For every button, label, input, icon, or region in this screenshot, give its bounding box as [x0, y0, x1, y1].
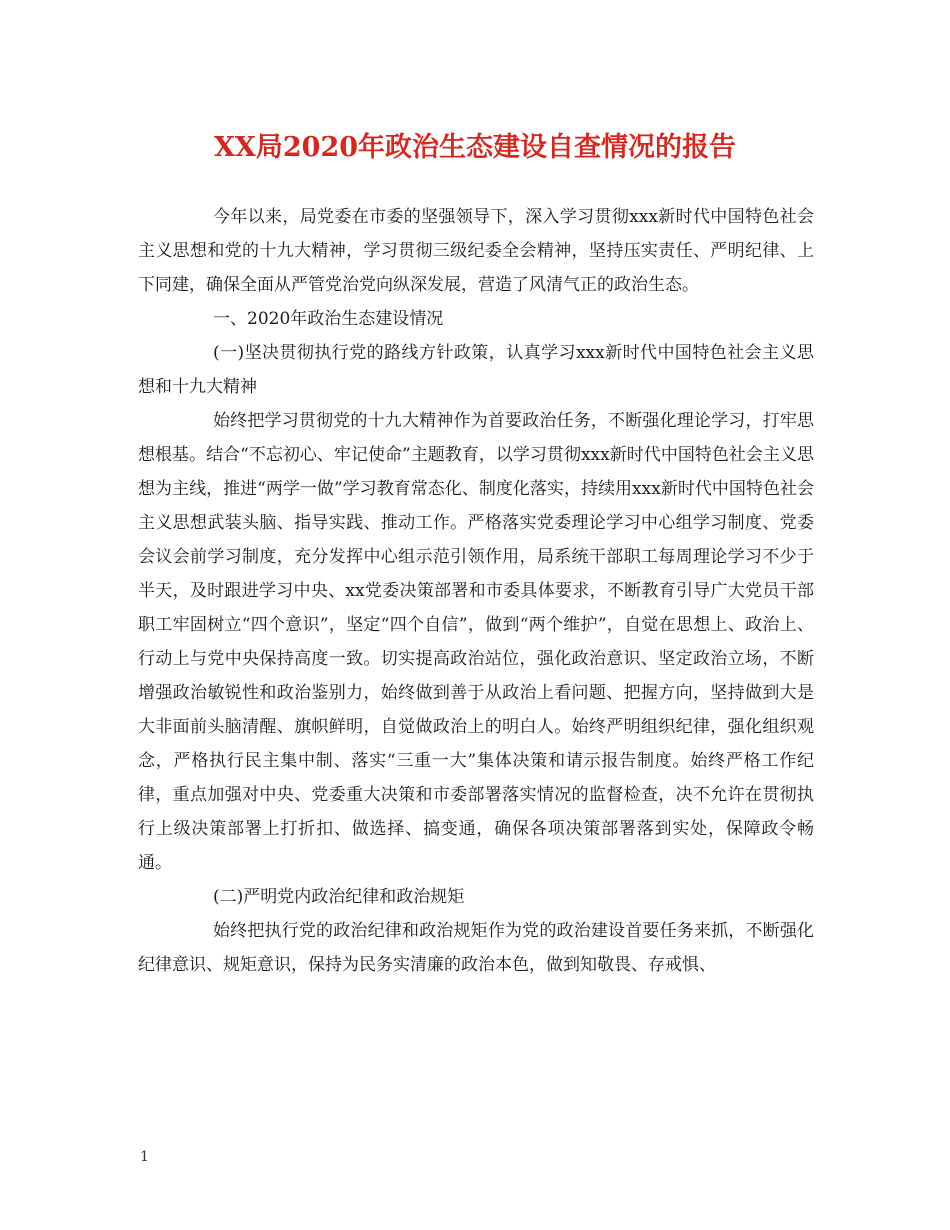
subsection-heading-1: (一)坚决贯彻执行党的路线方针政策，认真学习xxx新时代中国特色社会主义思想和十九大精神: [138, 343, 814, 397]
section-heading-1: 一、2020年政治生态建设情况: [213, 309, 444, 329]
document-title: XX局2020年政治生态建设自查情况的报告: [213, 132, 737, 163]
paragraph-discipline: 始终把执行党的政治纪律和政治规矩作为党的政治建设首要任务来抓，不断强化纪律意识、规矩意识，保持为民务实清廉的政治本色，做到知敬畏、存戒惧、: [138, 921, 814, 975]
paragraph-study: 始终把学习贯彻党的十九大精神作为首要政治任务，不断强化理论学习，打牢思想根基。结合“不忘初心、牢记使命”主题教育，以学习贯彻xxx新时代中国特色社会主义思想为主线，推进“两学一做”学习教育常态化、制度化落实，持续用xxx新时代中国特色社会主义思想武装头脑、指导实践、推动工作。严格落实党委理论学习中心组学习制度、党委会议会前学习制度，充分发挥中心组示范引领作用，局系统干部职工每周理论学习不少于半天，及时跟进学习中央、xx党委决策部署和市委具体要求，不断教育引导广大党员干部职工牢固树立“四个意识”，坚定“四个自信”，做到“两个维护”，自觉在思想上、政治上、行动上与党中央保持高度一致。切实提高政治站位，强化政治意识、坚定政治立场，不断增强政治敏锐性和政治鉴别力，始终做到善于从政治上看问题、把握方向，坚持做到大是大非面前头脑清醒、旗帜鲜明，自觉做政治上的明白人。始终严明组织纪律，强化组织观念，严格执行民主集中制、落实“三重一大”集体决策和请示报告制度。始终严格工作纪律，重点加强对中央、党委重大决策和市委部署落实情况的监督检查，决不允许在贯彻执行上级决策部署上打折扣、做选择、搞变通，确保各项决策部署落到实处，保障政令畅通。: [138, 411, 814, 873]
document-body: [138, 200, 814, 982]
page-number: 1: [140, 1149, 149, 1165]
subsection-heading-2: (二)严明党内政治纪律和政治规矩: [213, 887, 465, 907]
paragraph-intro: 今年以来，局党委在市委的坚强领导下，深入学习贯彻xxx新时代中国特色社会主义思想和党的十九大精神，学习贯彻三级纪委全会精神，坚持压实责任、严明纪律、上下同建，确保全面从严管党治党向纵深发展，营造了风清气正的政治生态。: [138, 207, 814, 295]
